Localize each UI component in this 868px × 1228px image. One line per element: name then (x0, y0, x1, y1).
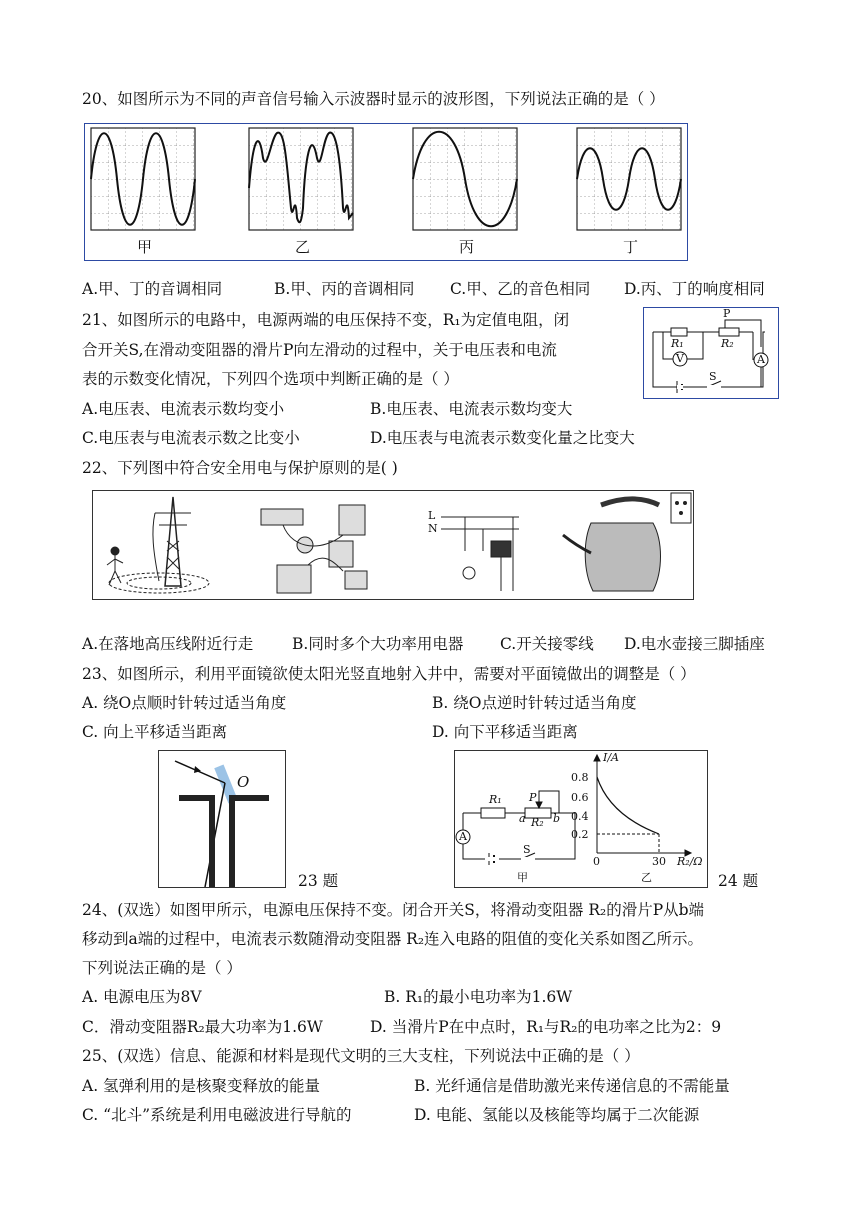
q23-option-c: C. 向上平移适当距离 (82, 723, 228, 741)
q21-option-c: C.电压表与电流表示数之比变小 (82, 429, 300, 447)
q23-option-d: D. 向下平移适当距离 (432, 723, 578, 741)
q24-circuit (456, 791, 575, 865)
q24-label-ammeter: A (459, 830, 467, 843)
q21-label-p: P (723, 307, 731, 320)
q22-stem: 22、下列图中符合安全用电与保护原则的是( ) (82, 459, 398, 477)
q22-option-c: C.开关接零线 (500, 635, 594, 653)
q24-option-d: D. 当滑片P在中点时，R₁与R₂的电功率之比为2：9 (370, 1018, 722, 1036)
q21-label-s: S (709, 370, 717, 383)
q24-figure (454, 750, 708, 888)
q25-option-c: C. “北斗”系统是利用电磁波进行导航的 (82, 1106, 352, 1124)
q24-stem-line-3: 下列说法正确的是（ ） (82, 959, 242, 977)
q24-graph-xlabel: R₂/Ω (677, 855, 703, 868)
q22-option-a: A.在落地高压线附近行走 (82, 635, 254, 653)
label-yi: 乙 (295, 238, 311, 256)
q21-label-r2: R₂ (721, 337, 734, 350)
q24-ytick-0.6: 0.6 (571, 791, 589, 804)
q24-label-b: b (553, 812, 561, 825)
q21-stem-line-1: 21、如图所示的电路中，电源两端的电压保持不变，R₁为定值电阻，闭 (82, 311, 570, 329)
q20-waveform-figure (84, 123, 688, 261)
q24-option-c: C．滑动变阻器R₂最大功率为1.6W (82, 1018, 323, 1036)
q25-stem: 25、(双选）信息、能源和材料是现代文明的三大支柱，下列说法中正确的是（ ） (82, 1047, 640, 1065)
q23-option-a: A. 绕O点顺时针转过适当角度 (82, 694, 287, 712)
q24-graph (594, 755, 691, 856)
waveform-yi (249, 128, 353, 230)
q24-option-b: B. R₁的最小电功率为1.6W (384, 988, 573, 1006)
q22-option-d: D.电水壶接三脚插座 (624, 635, 765, 653)
q21-label-r1: R₁ (671, 337, 684, 350)
q24-label-jia: 甲 (517, 871, 528, 884)
q24-ytick-0.8: 0.8 (571, 771, 589, 784)
waveform-bing (413, 128, 517, 230)
q21-stem-line-2: 合开关S,在滑动变阻器的滑片P向左滑动的过程中，关于电压表和电流 (82, 341, 557, 359)
q24-label-s: S (523, 843, 531, 856)
q25-option-b: B. 光纤通信是借助激光来传递信息的不需能量 (414, 1077, 730, 1095)
q24-ytick-0.2: 0.2 (571, 828, 589, 841)
waveform-jia (91, 128, 195, 230)
q24-stem-line-2: 移动到a端的过程中，电流表示数随滑动变阻器 R₂连入电路的阻值的变化关系如图乙所示。 (82, 930, 704, 948)
q21-label-a: A (757, 353, 765, 366)
q21-stem-line-3: 表的示数变化情况，下列四个选项中判断正确的是（ ） (82, 370, 459, 388)
q20-option-c: C.甲、乙的音色相同 (450, 280, 591, 298)
q24-graph-caption: 乙 (641, 871, 652, 884)
q22-safety-figure (92, 490, 694, 600)
q20-option-b: B.甲、丙的音调相同 (274, 280, 415, 298)
q24-label-p: P (529, 791, 537, 804)
q21-option-a: A.电压表、电流表示数均变小 (82, 400, 285, 418)
q25-option-a: A. 氢弹利用的是核聚变释放的能量 (82, 1077, 321, 1095)
q20-option-d: D.丙、丁的响度相同 (624, 280, 765, 298)
q21-option-b: B.电压表、电流表示数均变大 (370, 400, 573, 418)
q21-label-v: V (676, 352, 684, 365)
label-jia: 甲 (137, 238, 153, 256)
q24-label-a: a (519, 812, 526, 825)
wiring-illustration (441, 517, 519, 591)
label-bing: 丙 (459, 238, 475, 256)
q20-stem: 20、如图所示为不同的声音信号输入示波器时显示的波形图，下列说法正确的是（ ） (82, 90, 665, 108)
wire-label-l: L (428, 509, 436, 522)
q24-xtick-0: 0 (593, 855, 600, 868)
q24-xtick-30: 30 (652, 855, 666, 868)
q24-graph-ylabel: I/A (603, 751, 619, 764)
waveform-ding (577, 128, 681, 230)
q23-figure-caption: 23 题 (298, 872, 339, 890)
q23-mirror-figure (158, 750, 286, 888)
q23-option-b: B. 绕O点逆时针转过适当角度 (432, 694, 637, 712)
q20-option-a: A.甲、丁的音调相同 (82, 280, 223, 298)
electric-kettle-illustration (563, 493, 691, 591)
q25-option-d: D. 电能、氢能以及核能等均属于二次能源 (414, 1106, 700, 1124)
q23-stem: 23、如图所示，利用平面镜欲使太阳光竖直地射入井中，需要对平面镜做出的调整是（ ） (82, 665, 696, 683)
q24-ytick-0.4: 0.4 (571, 810, 589, 823)
q21-circuit-figure (643, 307, 779, 399)
q23-point-o: O (237, 773, 250, 791)
q24-option-a: A. 电源电压为8V (82, 988, 202, 1006)
q24-label-r2: R₂ (531, 816, 544, 829)
q24-label-r1: R₁ (489, 793, 502, 806)
appliances-illustration (261, 505, 367, 593)
q22-option-b: B.同时多个大功率用电器 (292, 635, 464, 653)
high-voltage-tower-illustration (107, 497, 209, 593)
label-ding: 丁 (623, 238, 639, 256)
q21-option-d: D.电压表与电流表示数变化量之比变大 (370, 429, 635, 447)
wire-label-n: N (428, 522, 438, 535)
q24-stem-line-1: 24、(双选）如图甲所示，电源电压保持不变。闭合开关S，将滑动变阻器 R₂的滑片P从b端 (82, 901, 705, 919)
q24-figure-caption: 24 题 (718, 872, 759, 890)
